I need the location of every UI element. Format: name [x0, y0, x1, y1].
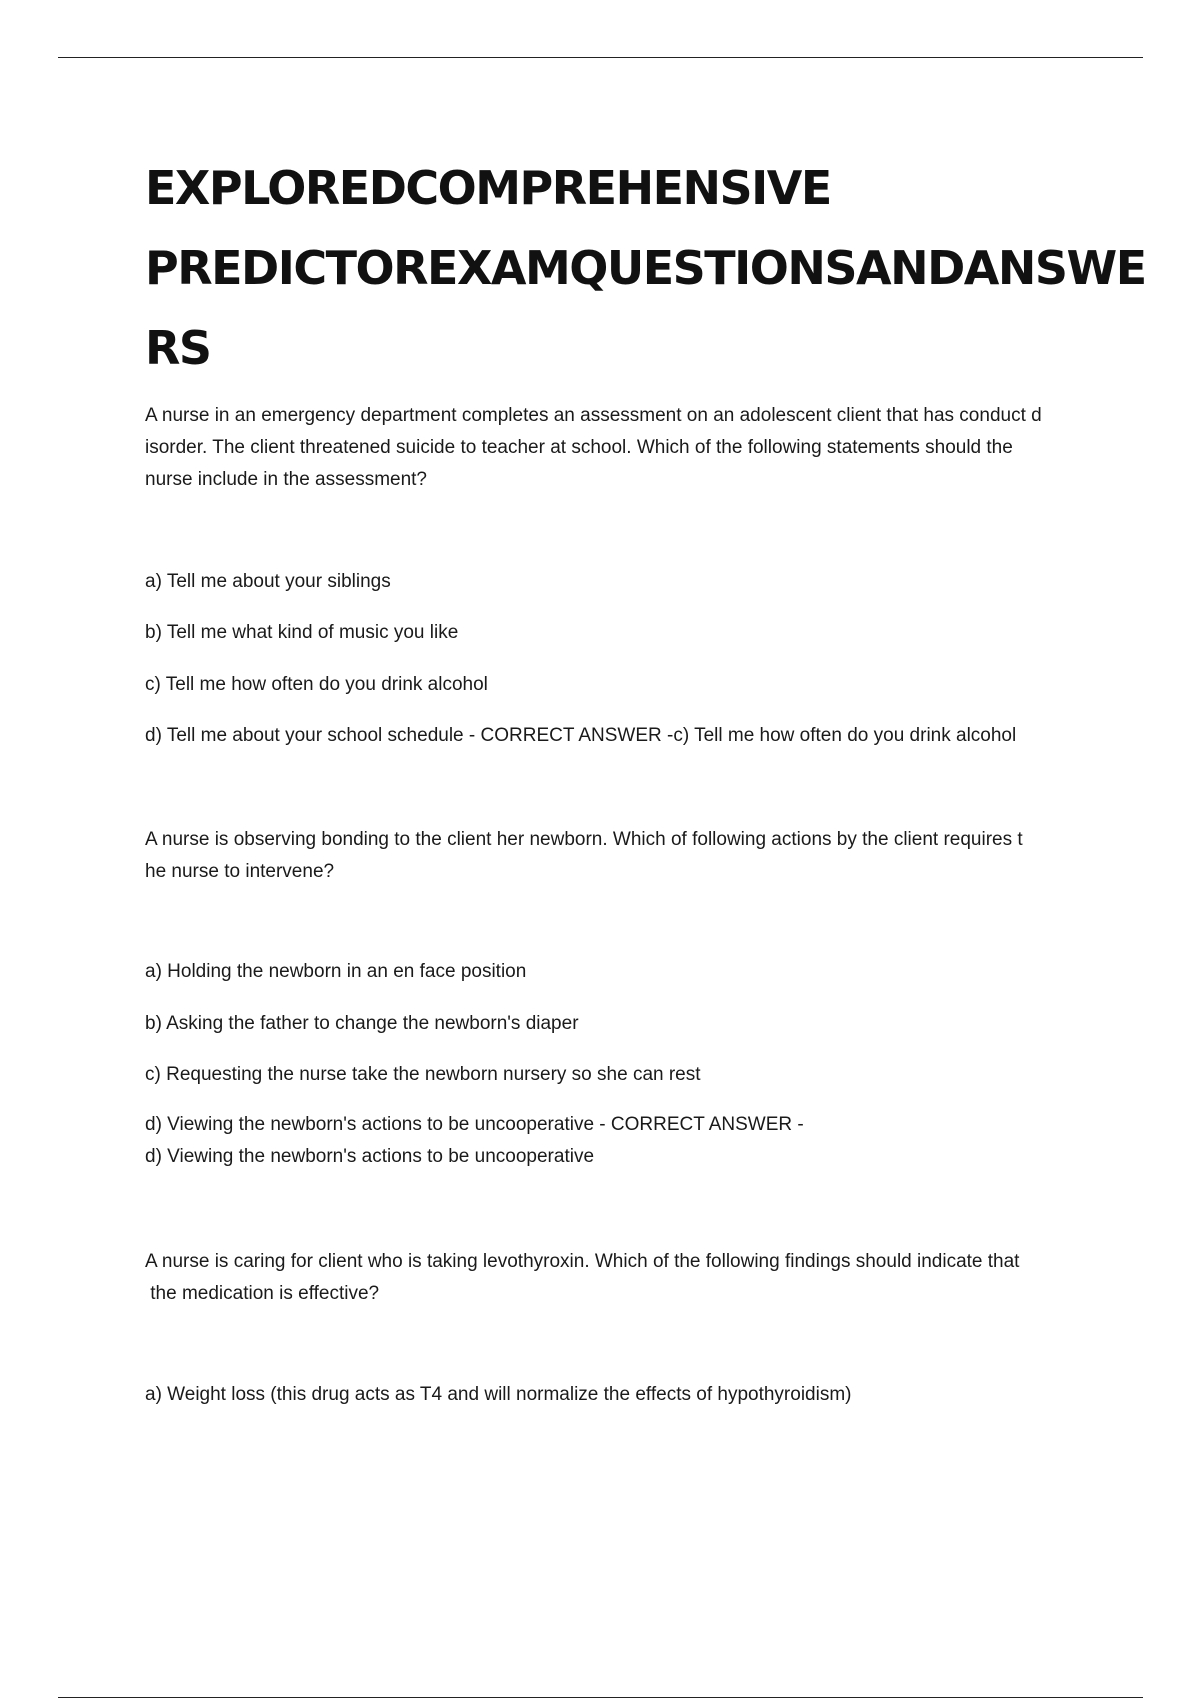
stem-line: A nurse in an emergency department completes an assessment on an adolescent client that has conduct d	[145, 405, 1042, 426]
question-1-option-c: c) Tell me how often do you drink alcohol	[145, 674, 488, 695]
stem-line: nurse include in the assessment?	[145, 469, 427, 490]
question-1-option-d-answer: d) Tell me about your school schedule - CORRECT ANSWER -c) Tell me how often do you drink alcohol	[145, 725, 1017, 746]
question-1-option-b: b) Tell me what kind of music you like	[145, 622, 459, 643]
title-line: RS	[145, 321, 211, 375]
question-3-stem	[145, 1246, 1095, 1310]
stem-line: isorder. The client threatened suicide to teacher at school. Which of the following statements should the	[145, 437, 1013, 458]
stem-line: A nurse is caring for client who is taking levothyroxin. Which of the following findings should indicate that	[145, 1251, 1020, 1272]
question-2-stem	[145, 824, 1095, 888]
option-line: d) Viewing the newborn's actions to be uncooperative	[145, 1146, 595, 1167]
question-2-option-a: a) Holding the newborn in an en face position	[145, 961, 527, 982]
title-line: PREDICTOREXAMQUESTIONSANDANSWE	[145, 241, 1146, 295]
document-title	[145, 148, 1155, 388]
question-1-stem	[145, 400, 1095, 496]
stem-line: the medication is effective?	[145, 1283, 380, 1304]
question-2-option-b: b) Asking the father to change the newborn's diaper	[145, 1013, 579, 1034]
question-3-option-a: a) Weight loss (this drug acts as T4 and will normalize the effects of hypothyroidism)	[145, 1384, 852, 1405]
bottom-rule	[58, 1697, 1143, 1698]
title-line: EXPLOREDCOMPREHENSIVE	[145, 161, 831, 215]
stem-line: he nurse to intervene?	[145, 861, 335, 882]
option-line: d) Viewing the newborn's actions to be uncooperative - CORRECT ANSWER -	[145, 1114, 804, 1135]
question-2-option-c: c) Requesting the nurse take the newborn nursery so she can rest	[145, 1064, 701, 1085]
question-2-option-d-answer	[145, 1109, 804, 1173]
top-rule	[58, 57, 1143, 58]
stem-line: A nurse is observing bonding to the client her newborn. Which of following actions by the client requires t	[145, 829, 1023, 850]
question-1-option-a: a) Tell me about your siblings	[145, 571, 391, 592]
